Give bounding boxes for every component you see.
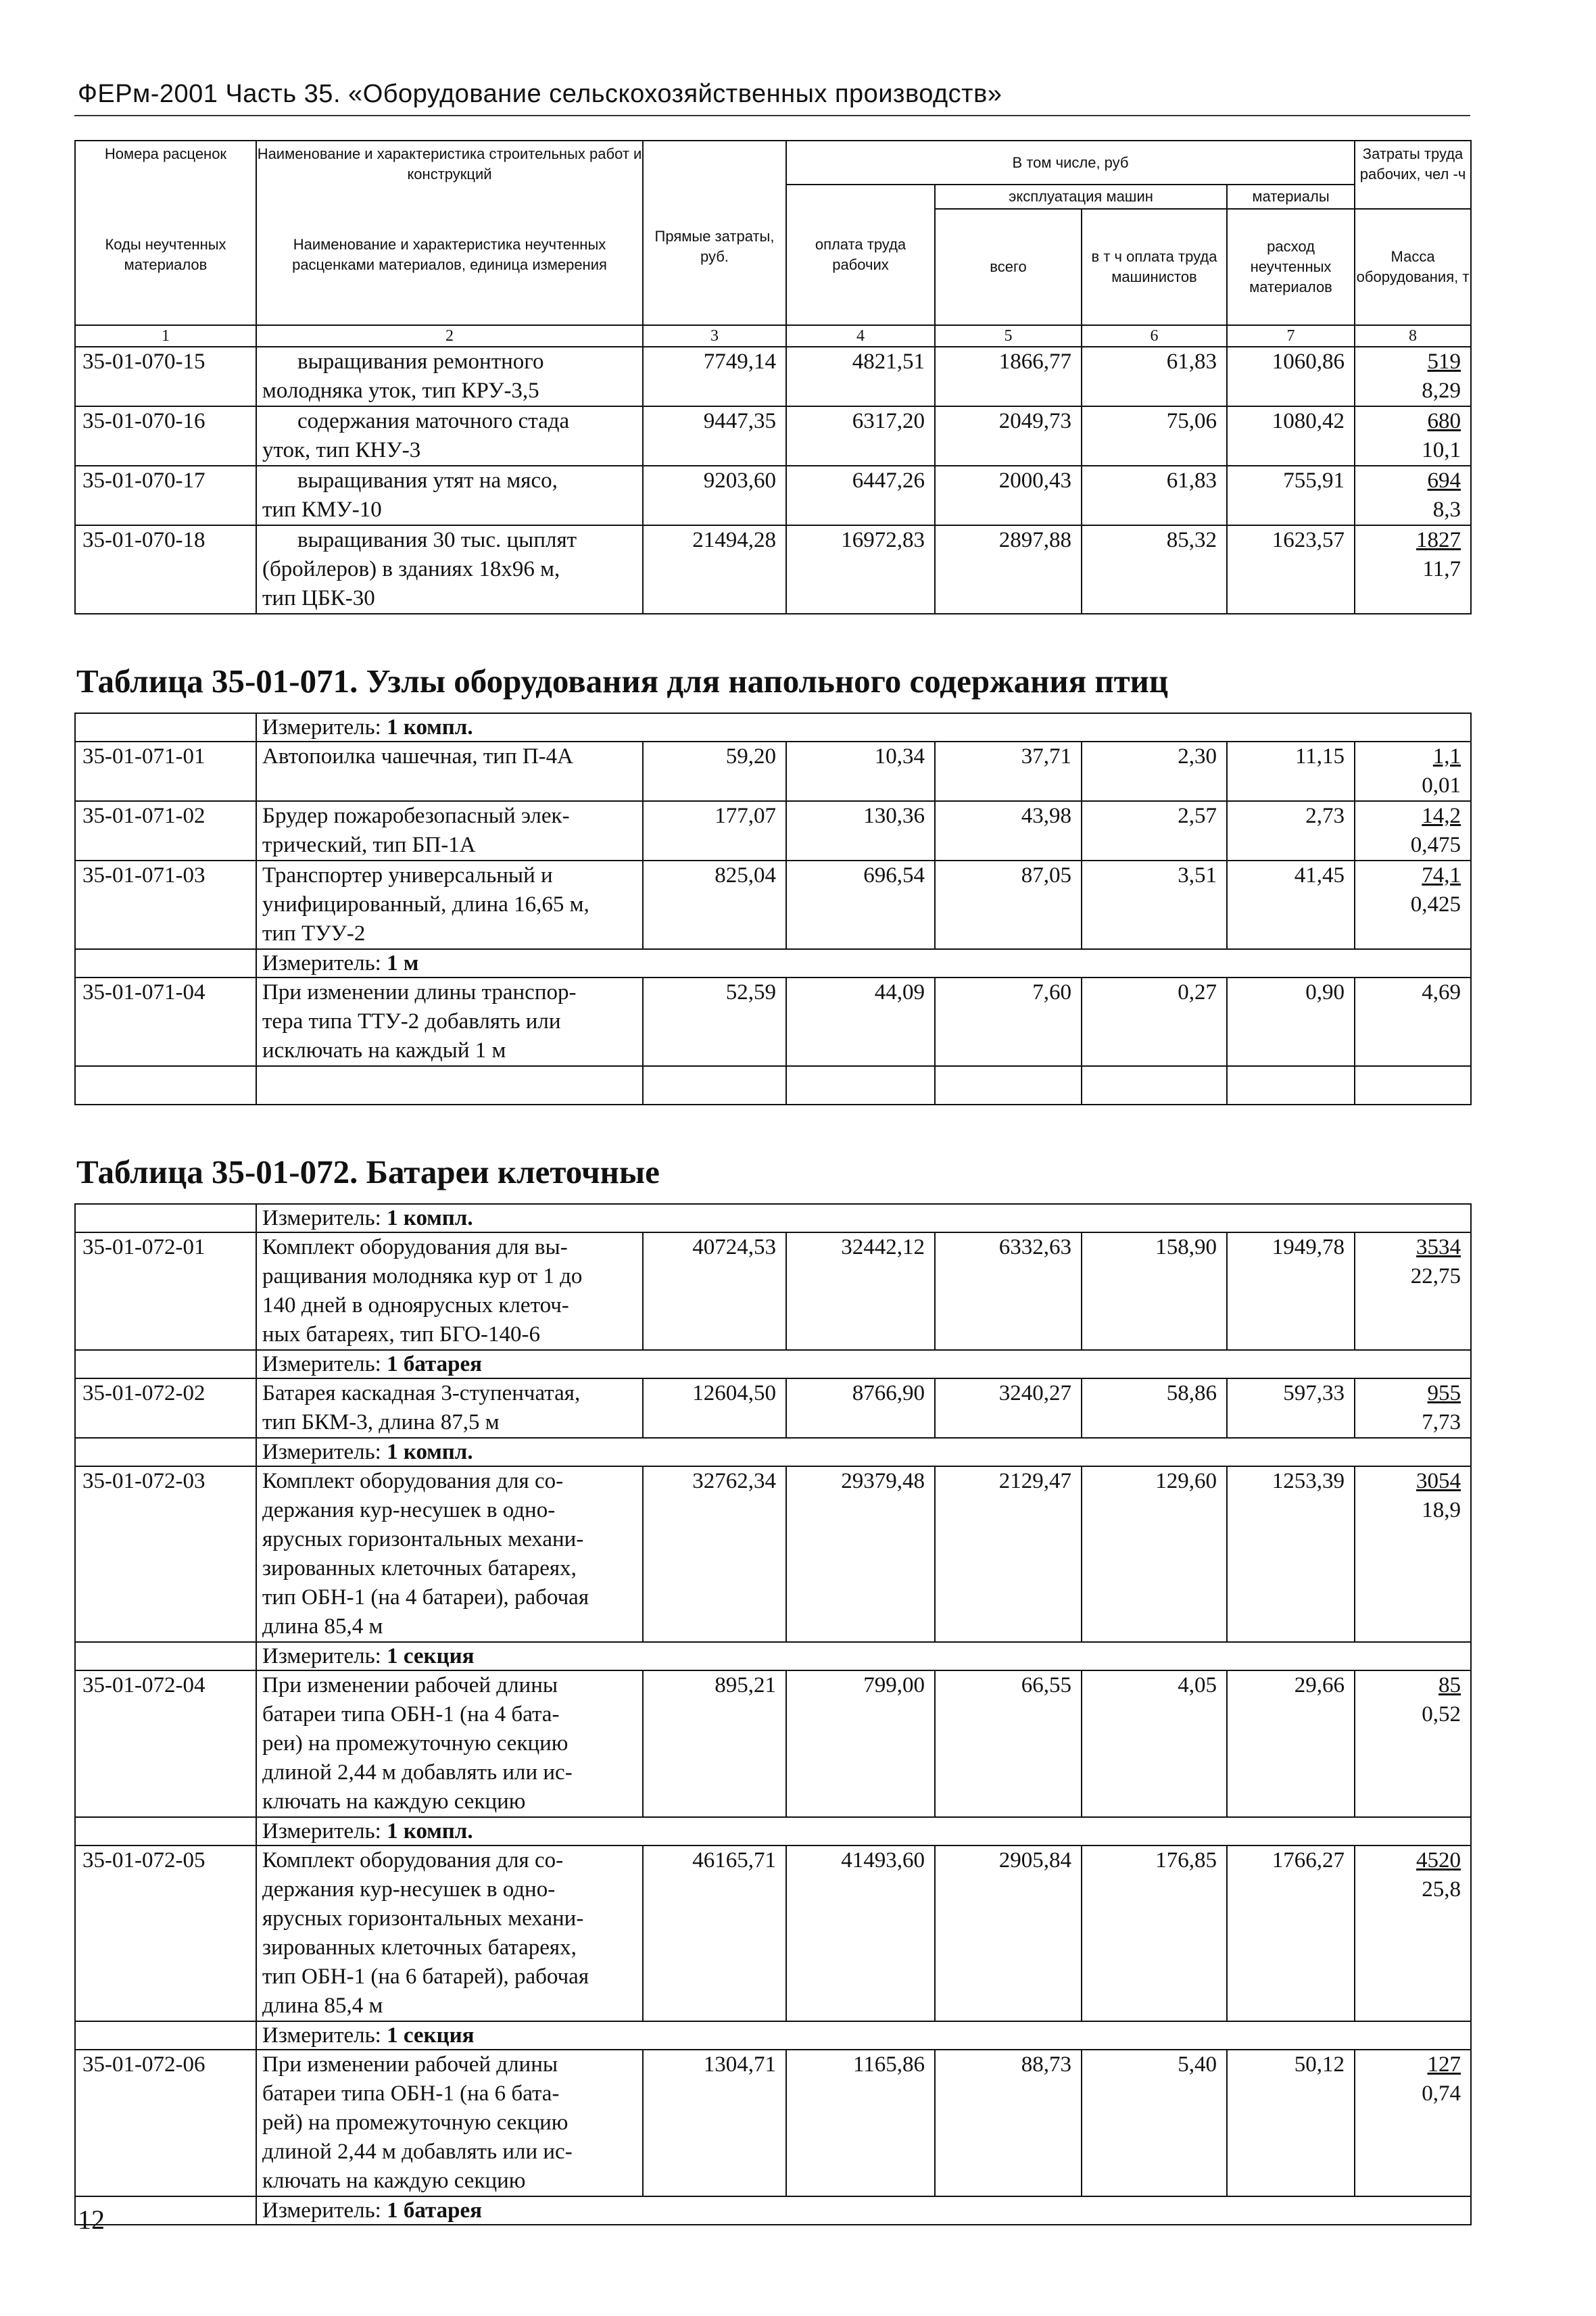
worker-wages: 696,54 — [786, 861, 935, 949]
description-line: Батарея каскадная 3-ступенчатая, — [262, 1381, 581, 1405]
col8-header-top: Затраты труда рабочих, чел -ч — [1355, 141, 1471, 209]
description-line: исключать на каждый 1 м — [262, 1038, 506, 1063]
spacer-row — [75, 1066, 1471, 1105]
machines-total: 87,05 — [935, 861, 1082, 949]
machines-header: эксплуатация машин — [935, 185, 1227, 209]
measure-prefix: Измеритель: — [262, 951, 381, 975]
description-line: ярусных горизонтальных механи- — [262, 1527, 584, 1551]
description-line: (бройлеров) в зданиях 18х96 м, — [262, 557, 560, 581]
measure-row — [75, 2021, 1471, 2050]
spacer-cell — [1227, 1066, 1355, 1105]
measure-label — [256, 1204, 1471, 1232]
measure-unit: 1 м — [387, 951, 419, 975]
equipment-mass: 8,3 — [1432, 498, 1461, 522]
rate-code: 35-01-072-04 — [75, 1670, 256, 1817]
equipment-mass: 22,75 — [1410, 1264, 1461, 1288]
description-line: держания кур-несушек в одно- — [262, 1877, 556, 1902]
description-line: тип ЦБК-30 — [262, 586, 375, 610]
measure-row — [75, 1204, 1471, 1232]
machinist-wages: 58,86 — [1082, 1378, 1227, 1438]
table-row — [75, 1466, 1471, 1642]
work-description — [256, 1670, 643, 1817]
machines-total: 7,60 — [935, 978, 1082, 1066]
worker-wages: 32442,12 — [786, 1232, 935, 1350]
worker-wages: 799,00 — [786, 1670, 935, 1817]
description-line: 140 дней в одноярусных клеточ- — [262, 1293, 569, 1318]
description-line: выращивания ремонтного — [297, 349, 544, 374]
machines-total: 88,73 — [935, 2050, 1082, 2196]
table-row — [75, 742, 1471, 801]
machines-total: 2129,47 — [935, 1466, 1082, 1642]
spacer-cell — [1082, 1066, 1227, 1105]
materials-cost: 50,12 — [1227, 2050, 1355, 2196]
measure-spacer — [75, 1817, 256, 1845]
measure-row — [75, 1642, 1471, 1670]
direct-costs: 46165,71 — [643, 1845, 786, 2021]
table-row — [75, 466, 1471, 525]
machinist-wages: 3,51 — [1082, 861, 1227, 949]
col5-header: всего — [935, 209, 1082, 325]
labor-hours: 694 — [1427, 468, 1461, 493]
labor-and-mass — [1355, 861, 1471, 949]
measure-unit: 1 секция — [387, 1644, 475, 1668]
description-line: При изменении длины транспор- — [262, 980, 577, 1005]
worker-wages: 16972,83 — [786, 525, 935, 614]
description-line: рей) на промежуточную секцию — [262, 2110, 569, 2135]
labor-and-mass — [1355, 801, 1471, 861]
description-line: выращивания утят на мясо, — [297, 468, 558, 493]
table-row — [75, 2050, 1471, 2196]
machinist-wages: 2,57 — [1082, 801, 1227, 861]
header-row-1 — [75, 141, 1471, 185]
column-number: 1 — [75, 325, 256, 347]
measure-spacer — [75, 1204, 256, 1232]
description-line: тип КМУ-10 — [262, 498, 382, 522]
machines-total: 66,55 — [935, 1670, 1082, 1817]
measure-row — [75, 1350, 1471, 1378]
measure-unit: 1 компл. — [387, 1206, 473, 1230]
measure-label — [256, 1350, 1471, 1378]
description-line: ключать на каждую секцию — [262, 2169, 526, 2193]
description-line: тип ТУУ-2 — [262, 921, 366, 946]
rates-table — [74, 140, 1472, 2225]
rate-code: 35-01-070-18 — [75, 525, 256, 614]
materials-cost: 597,33 — [1227, 1378, 1355, 1438]
machines-total: 2049,73 — [935, 406, 1082, 466]
col1-header-top: Номера расценок — [75, 141, 256, 185]
description-line: ярусных горизонтальных механи- — [262, 1906, 584, 1931]
spacer-cell — [1355, 1066, 1471, 1105]
worker-wages: 44,09 — [786, 978, 935, 1066]
work-description — [256, 406, 643, 466]
measure-prefix: Измеритель: — [262, 2198, 381, 2223]
equipment-mass: 10,1 — [1422, 438, 1461, 462]
machinist-wages: 2,30 — [1082, 742, 1227, 801]
description-line: реи) на промежуточную секцию — [262, 1731, 569, 1756]
section-title-row — [75, 1105, 1471, 1204]
measure-spacer — [75, 1350, 256, 1378]
description-line: молодняка уток, тип КРУ-3,5 — [262, 379, 539, 403]
equipment-mass: 0,475 — [1410, 833, 1461, 857]
measure-label — [256, 2021, 1471, 2050]
direct-costs: 21494,28 — [643, 525, 786, 614]
machinist-wages: 176,85 — [1082, 1845, 1227, 2021]
equipment-mass: 0,01 — [1422, 773, 1461, 798]
machinist-wages: 0,27 — [1082, 978, 1227, 1066]
description-line: Комплект оборудования для вы- — [262, 1235, 568, 1259]
table-row — [75, 1232, 1471, 1350]
measure-label — [256, 1817, 1471, 1845]
equipment-mass: 18,9 — [1422, 1498, 1461, 1522]
equipment-mass: 11,7 — [1422, 557, 1461, 581]
labor-and-mass — [1355, 1232, 1471, 1350]
description-line: содержания маточного стада — [297, 409, 570, 433]
materials-cost: 755,91 — [1227, 466, 1355, 525]
materials-cost: 1253,39 — [1227, 1466, 1355, 1642]
materials-cost: 1623,57 — [1227, 525, 1355, 614]
work-description — [256, 1232, 643, 1350]
materials-cost: 0,90 — [1227, 978, 1355, 1066]
measure-prefix: Измеритель: — [262, 1819, 381, 1843]
description-line: уток, тип КНУ-3 — [262, 438, 421, 462]
materials-cost: 29,66 — [1227, 1670, 1355, 1817]
col7-header: расход неучтенных материалов — [1227, 209, 1355, 325]
labor-and-mass — [1355, 978, 1471, 1066]
equipment-mass: 8,29 — [1422, 379, 1461, 403]
work-description — [256, 525, 643, 614]
measure-row — [75, 713, 1471, 742]
measure-label — [256, 949, 1471, 978]
labor-hours: 14,2 — [1422, 804, 1461, 828]
rate-code: 35-01-070-15 — [75, 347, 256, 406]
col3-header: Прямые затраты, руб. — [643, 141, 786, 325]
col2-header-bottom: Наименование и характеристика неучтенных расценками материалов, единица измерения — [256, 185, 643, 325]
column-number: 7 — [1227, 325, 1355, 347]
direct-costs: 59,20 — [643, 742, 786, 801]
description-line: держания кур-несушек в одно- — [262, 1498, 556, 1522]
measure-spacer — [75, 1438, 256, 1466]
measure-row — [75, 2196, 1471, 2225]
col2-header-top: Наименование и характеристика строительных работ и конструкций — [256, 141, 643, 185]
equipment-mass: 0,74 — [1422, 2081, 1461, 2106]
machines-total: 2905,84 — [935, 1845, 1082, 2021]
page-number: 12 — [78, 2204, 105, 2235]
work-description — [256, 742, 643, 801]
description-line: длиной 2,44 м добавлять или ис- — [262, 2140, 573, 2164]
labor-and-mass — [1355, 1845, 1471, 2021]
column-number: 4 — [786, 325, 935, 347]
machinist-wages: 158,90 — [1082, 1232, 1227, 1350]
measure-label — [256, 2196, 1471, 2225]
table-row — [75, 1378, 1471, 1438]
description-line: трический, тип БП-1А — [262, 833, 476, 857]
worker-wages: 41493,60 — [786, 1845, 935, 2021]
rate-code: 35-01-071-02 — [75, 801, 256, 861]
work-description — [256, 1378, 643, 1438]
section-title-row — [75, 614, 1471, 713]
section-title: Таблица 35-01-072. Батареи клеточные — [76, 1153, 660, 1190]
measure-prefix: Измеритель: — [262, 1352, 381, 1376]
materials-cost: 1060,86 — [1227, 347, 1355, 406]
measure-unit: 1 батарея — [387, 1352, 482, 1376]
col6-header: в т ч оплата труда машинистов — [1082, 209, 1227, 325]
measure-spacer — [75, 2021, 256, 2050]
direct-costs: 895,21 — [643, 1670, 786, 1817]
labor-and-mass — [1355, 1378, 1471, 1438]
document-header-title: ФЕРм-2001 Часть 35. «Оборудование сельскохозяйственных производств» — [78, 80, 1002, 108]
direct-costs: 825,04 — [643, 861, 786, 949]
labor-and-mass — [1355, 1466, 1471, 1642]
measure-label — [256, 713, 1471, 742]
measure-label — [256, 1438, 1471, 1466]
measure-unit: 1 секция — [387, 2023, 475, 2048]
description-line: Брудер пожаробезопасный элек- — [262, 804, 570, 828]
description-line: ключать на каждую секцию — [262, 1789, 526, 1814]
labor-hours: 4,69 — [1422, 980, 1461, 1005]
description-line: Комплект оборудования для со- — [262, 1469, 564, 1493]
rate-code: 35-01-071-04 — [75, 978, 256, 1066]
materials-cost: 1949,78 — [1227, 1232, 1355, 1350]
labor-hours: 3534 — [1416, 1235, 1461, 1259]
measure-label — [256, 1642, 1471, 1670]
description-line: зированных клеточных батареях, — [262, 1556, 577, 1581]
labor-hours: 1827 — [1416, 528, 1461, 552]
machines-total: 2897,88 — [935, 525, 1082, 614]
machines-total: 3240,27 — [935, 1378, 1082, 1438]
labor-hours: 519 — [1427, 349, 1461, 374]
measure-spacer — [75, 1642, 256, 1670]
rate-code: 35-01-072-03 — [75, 1466, 256, 1642]
measure-unit: 1 компл. — [387, 715, 473, 740]
description-line: тип ОБН-1 (на 4 батареи), рабочая — [262, 1585, 589, 1610]
machinist-wages: 4,05 — [1082, 1670, 1227, 1817]
labor-hours: 3054 — [1416, 1469, 1461, 1493]
spacer-cell — [75, 1066, 256, 1105]
direct-costs: 12604,50 — [643, 1378, 786, 1438]
equipment-mass: 25,8 — [1422, 1877, 1461, 1902]
measure-prefix: Измеритель: — [262, 2023, 381, 2048]
description-line: При изменении рабочей длины — [262, 2052, 558, 2077]
col8-header-bottom: Масса оборудования, т — [1355, 209, 1471, 325]
labor-and-mass — [1355, 742, 1471, 801]
description-line: Транспортер универсальный и — [262, 863, 553, 888]
materials-cost: 11,15 — [1227, 742, 1355, 801]
labor-hours: 955 — [1427, 1381, 1461, 1405]
work-description — [256, 466, 643, 525]
work-description — [256, 1466, 643, 1642]
section-title: Таблица 35-01-071. Узлы оборудования для напольного содержания птиц — [76, 662, 1169, 700]
measure-spacer — [75, 713, 256, 742]
table-row — [75, 1845, 1471, 2021]
description-line: тип ОБН-1 (на 6 батарей), рабочая — [262, 1964, 589, 1989]
machinist-wages: 129,60 — [1082, 1466, 1227, 1642]
worker-wages: 130,36 — [786, 801, 935, 861]
worker-wages: 6447,26 — [786, 466, 935, 525]
measure-prefix: Измеритель: — [262, 715, 381, 740]
description-line: тера типа ТТУ-2 добавлять или — [262, 1009, 561, 1034]
direct-costs: 177,07 — [643, 801, 786, 861]
rate-code: 35-01-070-16 — [75, 406, 256, 466]
rate-code: 35-01-070-17 — [75, 466, 256, 525]
rate-code: 35-01-072-02 — [75, 1378, 256, 1438]
description-line: ных батареях, тип БГО-140-6 — [262, 1322, 540, 1347]
measure-prefix: Измеритель: — [262, 1644, 381, 1668]
table-row — [75, 406, 1471, 466]
machinist-wages: 61,83 — [1082, 466, 1227, 525]
work-description — [256, 801, 643, 861]
labor-hours: 85 — [1438, 1673, 1461, 1697]
col1-header-bottom: Коды неучтенных материалов — [75, 185, 256, 325]
measure-unit: 1 компл. — [387, 1819, 473, 1843]
work-description — [256, 1845, 643, 2021]
header-rule — [74, 115, 1470, 116]
machines-total: 6332,63 — [935, 1232, 1082, 1350]
description-line: длина 85,4 м — [262, 1994, 383, 2018]
labor-hours: 680 — [1427, 409, 1461, 433]
table-row — [75, 347, 1471, 406]
description-line: тип БКМ-3, длина 87,5 м — [262, 1410, 500, 1434]
worker-wages: 4821,51 — [786, 347, 935, 406]
description-line: зированных клеточных батареях, — [262, 1935, 577, 1960]
equipment-mass: 7,73 — [1422, 1410, 1461, 1434]
machines-total: 37,71 — [935, 742, 1082, 801]
measure-row — [75, 1438, 1471, 1466]
labor-and-mass — [1355, 525, 1471, 614]
labor-hours: 74,1 — [1422, 863, 1461, 888]
description-line: длина 85,4 м — [262, 1614, 383, 1639]
direct-costs: 7749,14 — [643, 347, 786, 406]
col4-header: оплата труда рабочих — [786, 185, 935, 325]
materials-cost: 2,73 — [1227, 801, 1355, 861]
worker-wages: 10,34 — [786, 742, 935, 801]
equipment-mass: 0,425 — [1410, 892, 1461, 917]
machines-total: 2000,43 — [935, 466, 1082, 525]
work-description — [256, 2050, 643, 2196]
direct-costs: 52,59 — [643, 978, 786, 1066]
worker-wages: 6317,20 — [786, 406, 935, 466]
spacer-cell — [935, 1066, 1082, 1105]
column-number: 8 — [1355, 325, 1471, 347]
materials-cost: 41,45 — [1227, 861, 1355, 949]
rate-code: 35-01-072-06 — [75, 2050, 256, 2196]
measure-row — [75, 1817, 1471, 1845]
direct-costs: 1304,71 — [643, 2050, 786, 2196]
spacer-cell — [256, 1066, 643, 1105]
table-row — [75, 861, 1471, 949]
measure-unit: 1 батарея — [387, 2198, 482, 2223]
labor-hours: 4520 — [1416, 1848, 1461, 1873]
worker-wages: 29379,48 — [786, 1466, 935, 1642]
materials-cost: 1080,42 — [1227, 406, 1355, 466]
rate-code: 35-01-071-01 — [75, 742, 256, 801]
labor-hours: 127 — [1427, 2052, 1461, 2077]
worker-wages: 1165,86 — [786, 2050, 935, 2196]
rate-code: 35-01-072-01 — [75, 1232, 256, 1350]
work-description — [256, 978, 643, 1066]
machines-total: 1866,77 — [935, 347, 1082, 406]
measure-row — [75, 949, 1471, 978]
spacer-cell — [643, 1066, 786, 1105]
table-row — [75, 801, 1471, 861]
labor-and-mass — [1355, 466, 1471, 525]
rate-code: 35-01-071-03 — [75, 861, 256, 949]
in-total-header: В том числе, руб — [786, 141, 1355, 185]
materials-cost: 1766,27 — [1227, 1845, 1355, 2021]
direct-costs: 40724,53 — [643, 1232, 786, 1350]
worker-wages: 8766,90 — [786, 1378, 935, 1438]
measure-unit: 1 компл. — [387, 1440, 473, 1464]
direct-costs: 9203,60 — [643, 466, 786, 525]
column-numbers-row — [75, 325, 1471, 347]
description-line: выращивания 30 тыс. цыплят — [297, 528, 577, 552]
table-row — [75, 978, 1471, 1066]
work-description — [256, 861, 643, 949]
labor-and-mass — [1355, 406, 1471, 466]
measure-prefix: Измеритель: — [262, 1206, 381, 1230]
labor-and-mass — [1355, 1670, 1471, 1817]
spacer-cell — [786, 1066, 935, 1105]
table-row — [75, 525, 1471, 614]
equipment-mass: 0,52 — [1422, 1702, 1461, 1727]
materials-header: материалы — [1227, 185, 1355, 209]
labor-and-mass — [1355, 347, 1471, 406]
direct-costs: 32762,34 — [643, 1466, 786, 1642]
description-line: ращивания молодняка кур от 1 до — [262, 1264, 583, 1288]
work-description — [256, 347, 643, 406]
machinist-wages: 5,40 — [1082, 2050, 1227, 2196]
machinist-wages: 85,32 — [1082, 525, 1227, 614]
direct-costs: 9447,35 — [643, 406, 786, 466]
description-line: длиной 2,44 м добавлять или ис- — [262, 1760, 573, 1785]
labor-hours: 1,1 — [1432, 744, 1461, 769]
column-number: 2 — [256, 325, 643, 347]
table-row — [75, 1670, 1471, 1817]
labor-and-mass — [1355, 2050, 1471, 2196]
column-number: 6 — [1082, 325, 1227, 347]
measure-spacer — [75, 949, 256, 978]
description-line: батареи типа ОБН-1 (на 6 бата- — [262, 2081, 560, 2106]
description-line: При изменении рабочей длины — [262, 1673, 558, 1697]
rate-code: 35-01-072-05 — [75, 1845, 256, 2021]
column-number: 3 — [643, 325, 786, 347]
description-line: Комплект оборудования для со- — [262, 1848, 564, 1873]
machinist-wages: 75,06 — [1082, 406, 1227, 466]
description-line: унифицированный, длина 16,65 м, — [262, 892, 589, 917]
column-number: 5 — [935, 325, 1082, 347]
measure-prefix: Измеритель: — [262, 1440, 381, 1464]
description-line: Автопоилка чашечная, тип П-4А — [262, 744, 574, 769]
machines-total: 43,98 — [935, 801, 1082, 861]
description-line: батареи типа ОБН-1 (на 4 бата- — [262, 1702, 560, 1727]
machinist-wages: 61,83 — [1082, 347, 1227, 406]
